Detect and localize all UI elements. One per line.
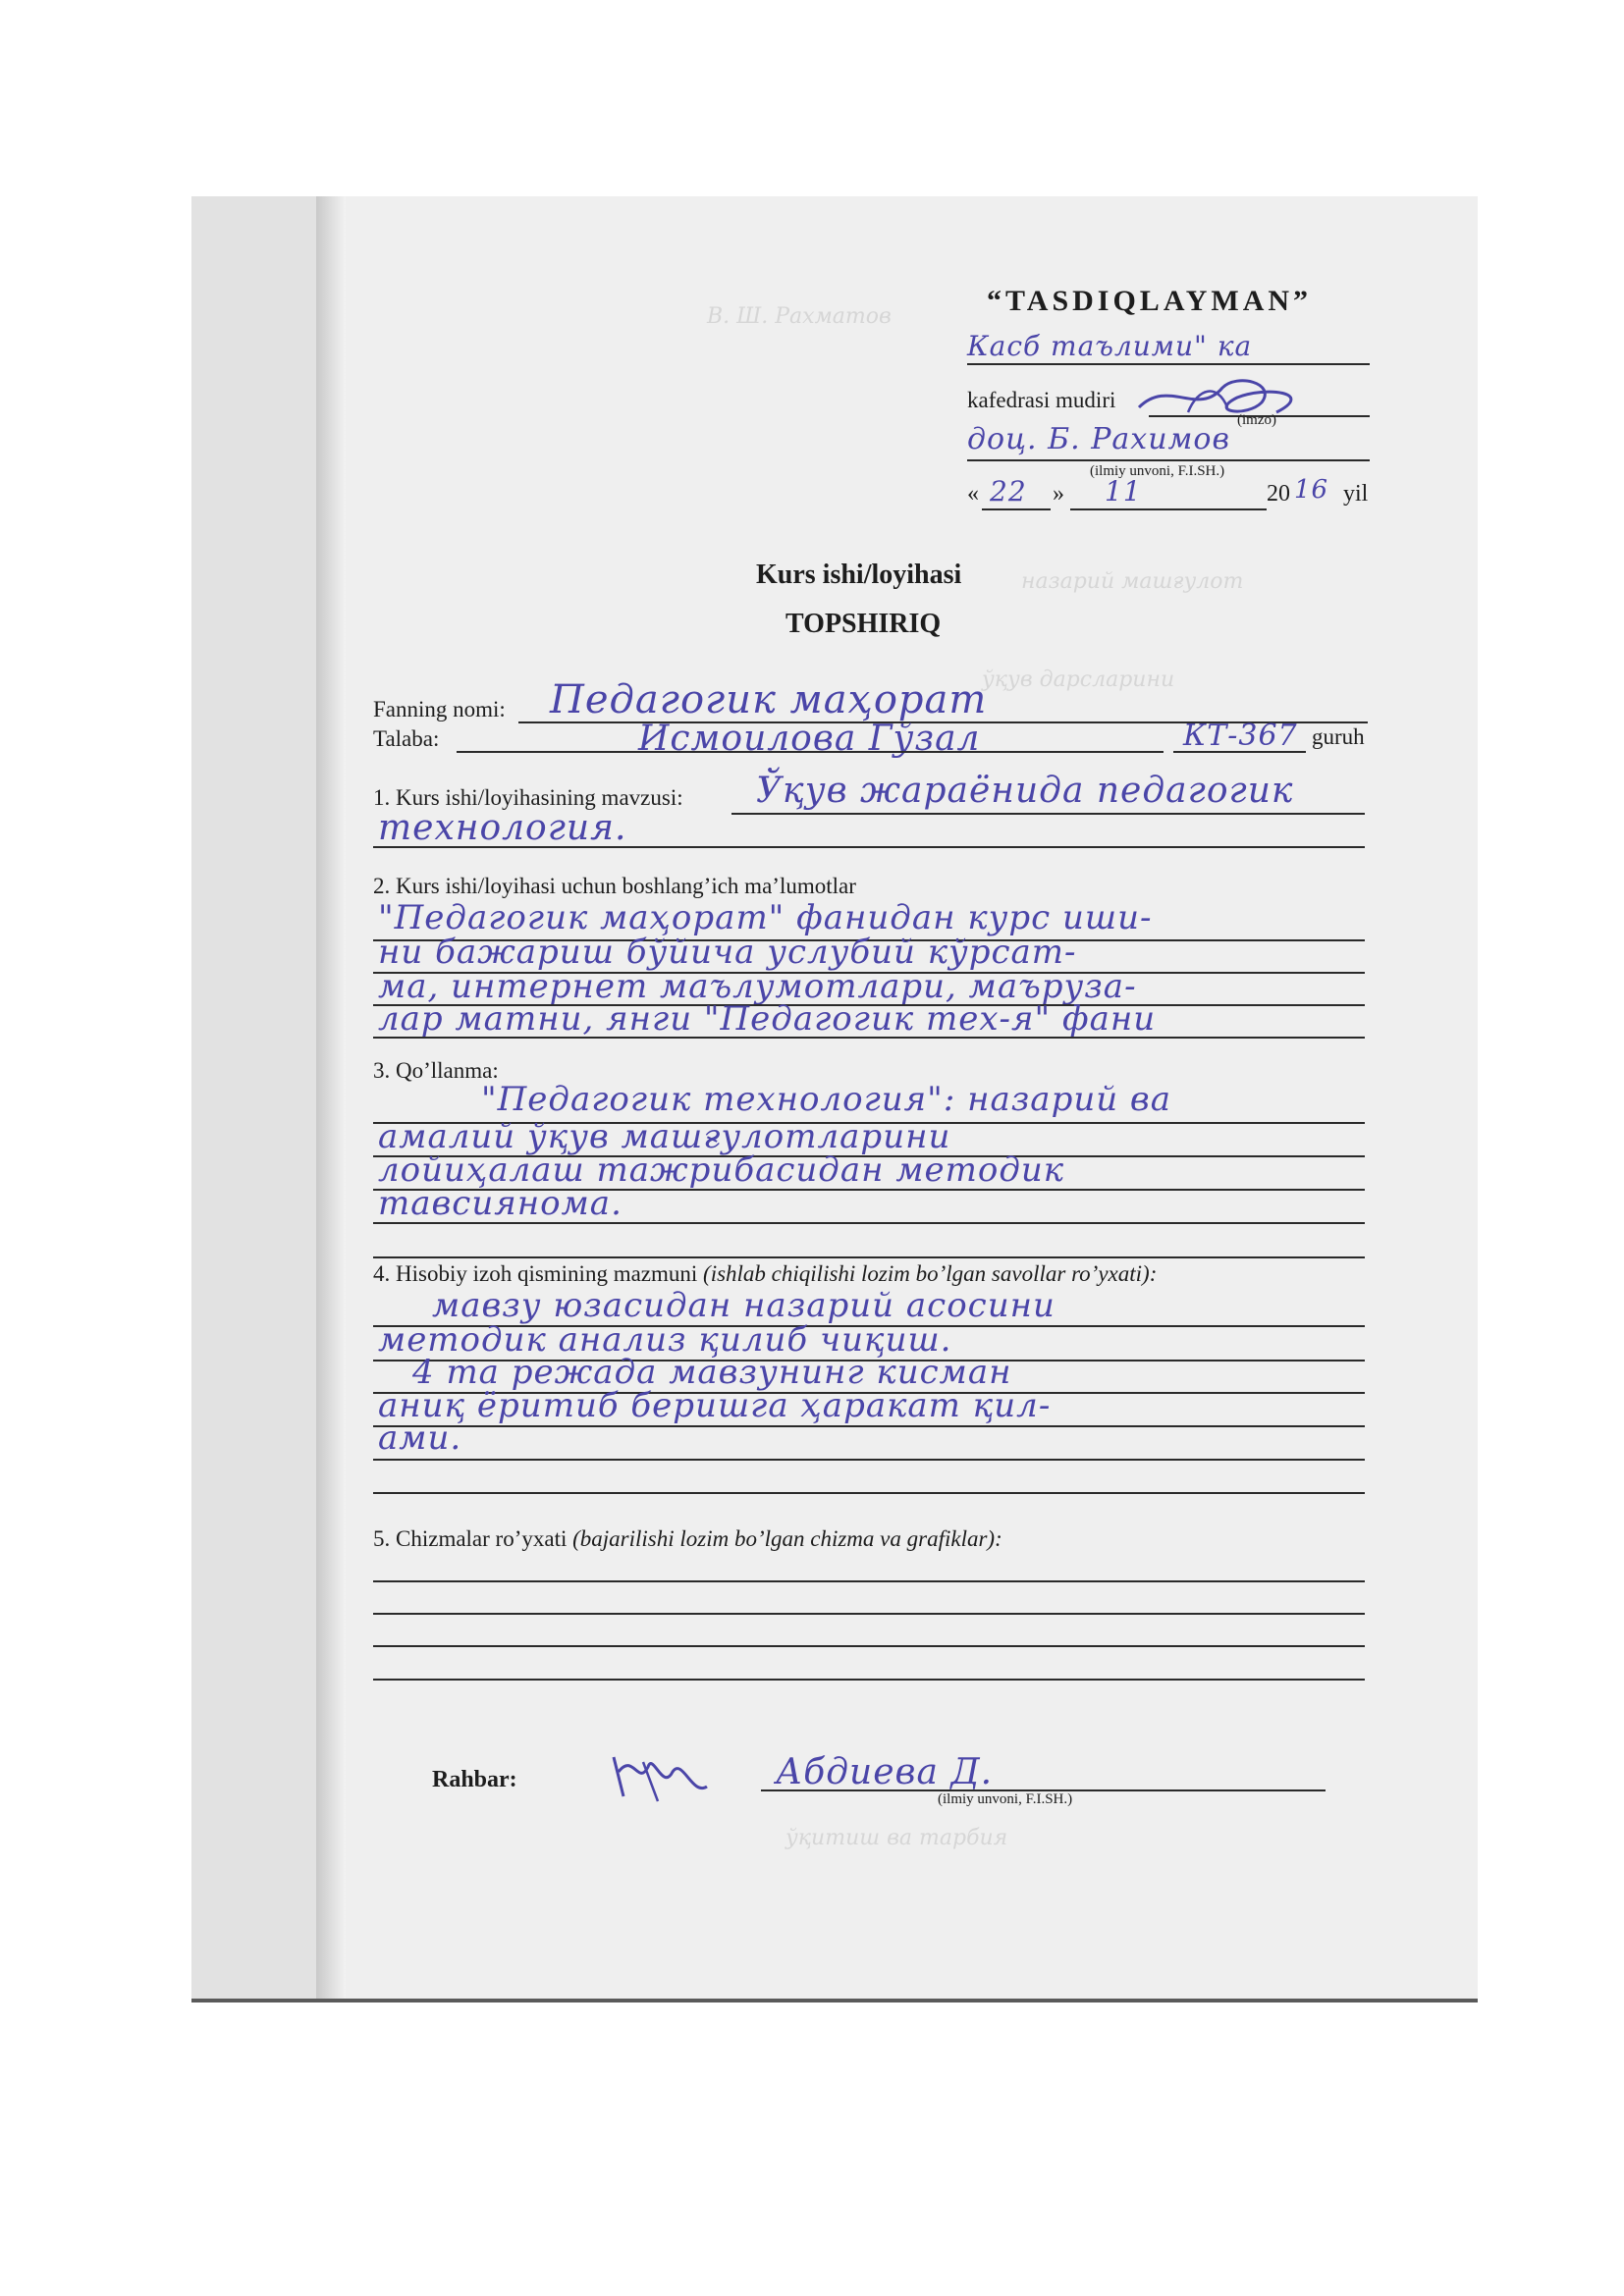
section5-rule-3	[373, 1645, 1365, 1647]
section4-label-text: 4. Hisobiy izoh qismining mazmuni	[373, 1261, 698, 1286]
section3-line-3: лойиҳалаш тажрибасидан методик	[378, 1150, 1065, 1190]
section4-label	[373, 1261, 1157, 1287]
section3-line-2: амалий ўқув машғулотларини	[378, 1117, 951, 1156]
section4-rule-4	[373, 1425, 1365, 1427]
subject-label: Fanning nomi:	[373, 697, 506, 721]
section4-line-5: ами.	[378, 1418, 462, 1458]
date-year-label: yil	[1343, 481, 1369, 507]
section4-line-4: аниқ ёритиб беришга ҳаракат қил-	[378, 1386, 1052, 1425]
group-label: guruh	[1312, 724, 1365, 749]
paper-bottom-edge	[191, 1999, 1478, 2002]
student-label: Talaba:	[373, 726, 440, 751]
heading-assignment: TOPSHIRIQ	[785, 609, 942, 639]
section2-label: 2. Kurs ishi/loyihasi uchun boshlang’ich ma’lumotlar	[373, 874, 856, 898]
supervisor-signature-icon	[604, 1742, 712, 1811]
section4-line-1: мавзу юзасидан назарий асосини	[432, 1286, 1056, 1325]
section2-line-4: лар матни, янги "Педагогик тех-я" фани	[378, 999, 1157, 1039]
date-close-quote: »	[1053, 481, 1064, 507]
section5-label-italic: (bajarilishi lozim bo’lgan chizma va grafiklar):	[572, 1526, 1002, 1551]
section1-line-2: технология.	[378, 808, 627, 848]
subject-value: Педагогик маҳорат	[550, 677, 988, 722]
date-day-line	[982, 508, 1051, 510]
section4-label-italic: (ishlab chiqilishi lozim bo’lgan savollar ro’yxati):	[703, 1261, 1158, 1286]
date-month: 11	[1105, 475, 1142, 507]
supervisor-name: Абдиева Д.	[776, 1752, 994, 1792]
head-signature-icon	[1129, 368, 1326, 427]
student-group: КТ-367	[1183, 719, 1298, 753]
dept-head-label: kafedrasi mudiri	[967, 388, 1116, 412]
signature-caption: (imzo)	[1237, 412, 1276, 428]
section3-rule-5	[373, 1256, 1365, 1258]
dept-head-name-handwritten: доц. Б. Рахимов	[967, 422, 1230, 456]
date-year-prefix: 20	[1267, 481, 1290, 507]
date-day: 22	[990, 475, 1027, 507]
section4-line-3: 4 та режада мавзунинг кисман	[412, 1353, 1012, 1392]
section3-rule-4	[373, 1222, 1365, 1224]
date-month-line	[1070, 508, 1267, 510]
section4-rule-6	[373, 1492, 1365, 1494]
supervisor-caption: (ilmiy unvoni, F.I.SH.)	[938, 1791, 1073, 1807]
section5-label	[373, 1526, 1002, 1552]
dept-name-handwritten: Касб таълими" ка	[967, 330, 1253, 362]
date-year-suffix: 16	[1294, 475, 1329, 505]
section2-rule-4	[373, 1037, 1365, 1039]
section2-line-2: ни бажариш бўйича услубий кўрсат-	[378, 933, 1077, 972]
section2-line-3: ма, интернет маълумотлари, маъруза-	[378, 967, 1137, 1006]
section3-line-4: тавсиянома.	[378, 1184, 623, 1223]
supervisor-label: Rahbar:	[432, 1767, 517, 1792]
group-line	[1173, 751, 1306, 753]
head-name-line	[967, 459, 1370, 461]
section1-line-1: Ўқув жараёнида педагогик	[756, 771, 1294, 811]
head-name-caption: (ilmiy unvoni, F.I.SH.)	[1090, 463, 1225, 479]
section1-rule-2	[373, 846, 1365, 848]
student-line	[457, 751, 1164, 753]
section4-line-2: методик анализ қилиб чиқиш.	[378, 1320, 952, 1360]
paper-fold-shadow	[316, 196, 346, 2002]
heading-course-work: Kurs ishi/loyihasi	[756, 560, 962, 590]
approval-title: “TASDIQLAYMAN”	[987, 285, 1313, 317]
section3-line-1: "Педагогик технология": назарий ва	[481, 1080, 1171, 1119]
paper-left-strip	[191, 196, 329, 2002]
student-name: Исмоилова Гўзал	[638, 719, 981, 759]
section5-rule-1	[373, 1580, 1365, 1582]
section3-label: 3. Qo’llanma:	[373, 1058, 499, 1083]
section5-label-text: 5. Chizmalar ro’yxati	[373, 1526, 568, 1551]
date-open-quote: «	[967, 481, 979, 507]
section1-rule-1	[731, 813, 1365, 815]
section2-line-1: "Педагогик маҳорат" фанидан курс иши-	[378, 898, 1153, 937]
section4-rule-5	[373, 1459, 1365, 1461]
dept-name-line	[967, 363, 1370, 365]
section5-rule-2	[373, 1613, 1365, 1615]
section1-label: 1. Kurs ishi/loyihasining mavzusi:	[373, 785, 683, 810]
section5-rule-4	[373, 1679, 1365, 1681]
